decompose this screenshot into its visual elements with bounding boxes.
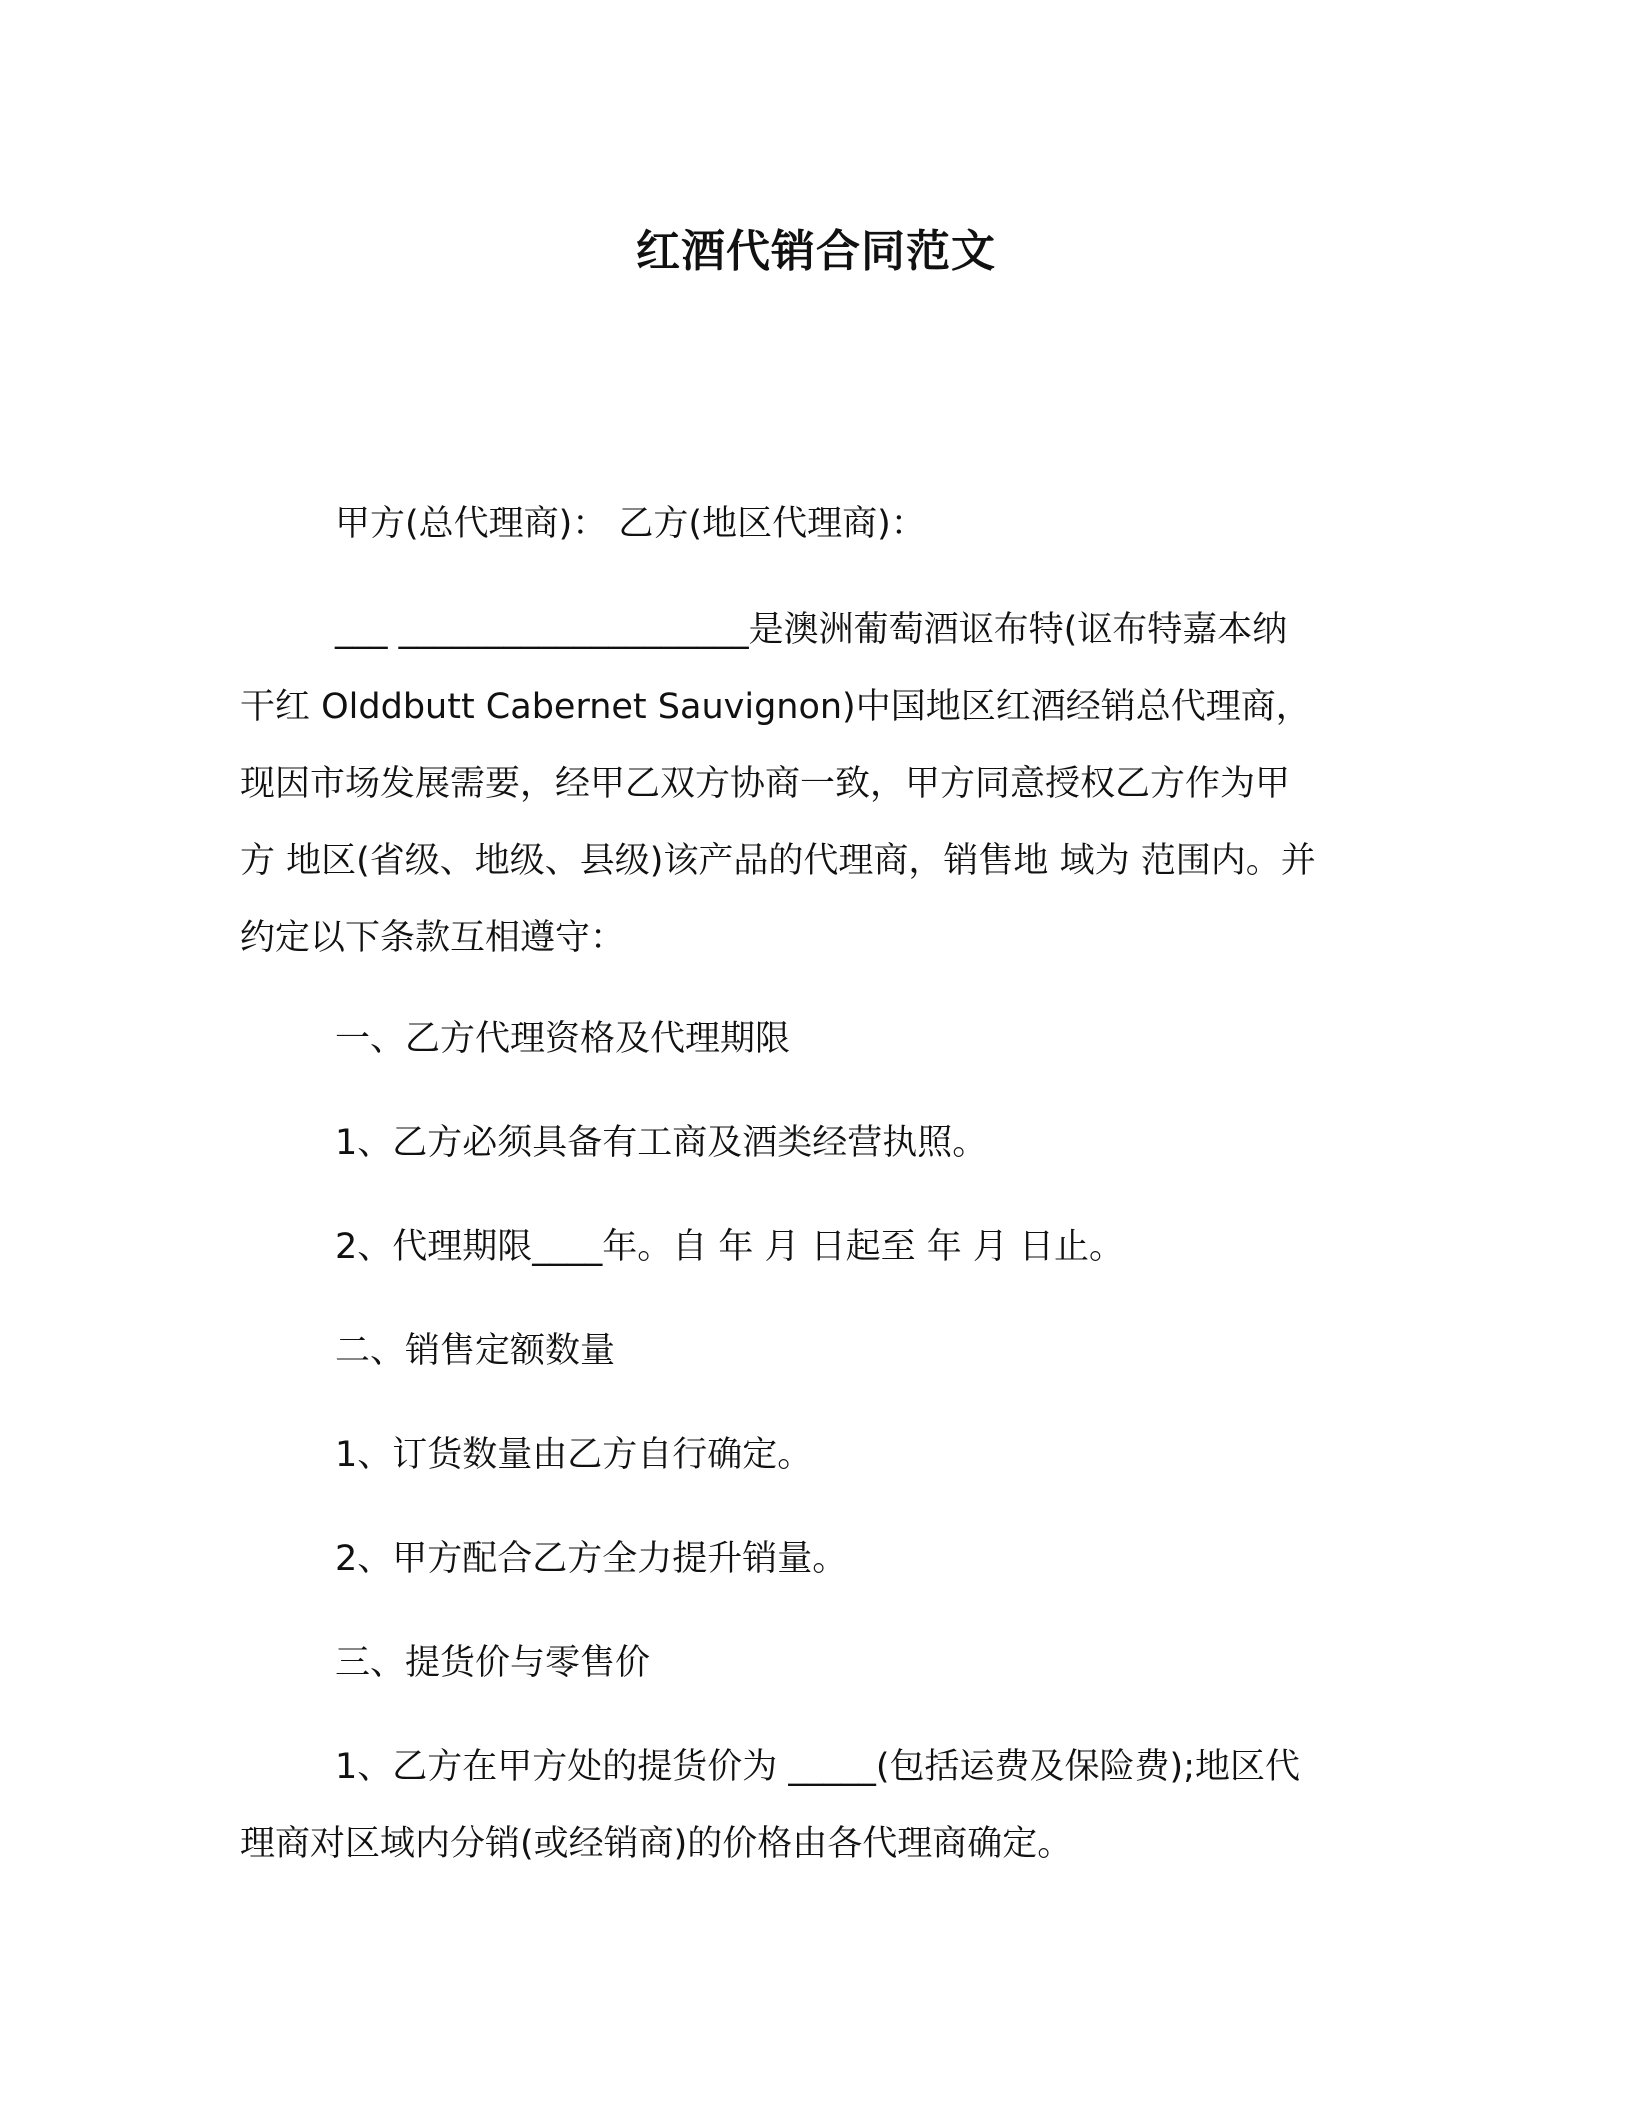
- section3-item1: [240, 1729, 1368, 1883]
- parties-line: 甲方(总代理商)： 乙方(地区代理商)：: [335, 504, 926, 544]
- section3-item1-line-1: 1、乙方在甲方处的提货价为 _____(包括运费及保险费);地区代: [335, 1747, 1300, 1787]
- intro-line-3: 现因市场发展需要，经甲乙双方协商一致，甲方同意授权乙方作为甲: [240, 764, 1291, 804]
- section2-item2: 2、甲方配合乙方全力提升销量。: [335, 1539, 848, 1579]
- intro-line-4: 方 地区(省级、地级、县级)该产品的代理商，销售地 域为 范围内。并: [240, 841, 1316, 881]
- section1-item2: 2、代理期限____年。自 年 月 日起至 年 月 日止。: [335, 1227, 1125, 1267]
- document-title: 红酒代销合同范文: [636, 226, 996, 277]
- section1-heading: 一、乙方代理资格及代理期限: [335, 1019, 791, 1059]
- section3-heading: 三、提货价与零售价: [335, 1643, 651, 1683]
- section2-item1: 1、订货数量由乙方自行确定。: [335, 1435, 813, 1475]
- section2-heading: 二、销售定额数量: [335, 1331, 616, 1371]
- intro-paragraph: [240, 592, 1368, 977]
- intro-line-1: ___ ____________________是澳洲葡萄酒讴布特(讴布特嘉本纳: [335, 610, 1288, 650]
- section3-item1-line-2: 理商对区域内分销(或经销商)的价格由各代理商确定。: [240, 1824, 1073, 1864]
- intro-line-2: 干红 Olddbutt Cabernet Sauvignon)中国地区红酒经销总代理商，: [240, 687, 1311, 727]
- section1-item1: 1、乙方必须具备有工商及酒类经营执照。: [335, 1123, 988, 1163]
- intro-line-5: 约定以下条款互相遵守：: [240, 918, 626, 958]
